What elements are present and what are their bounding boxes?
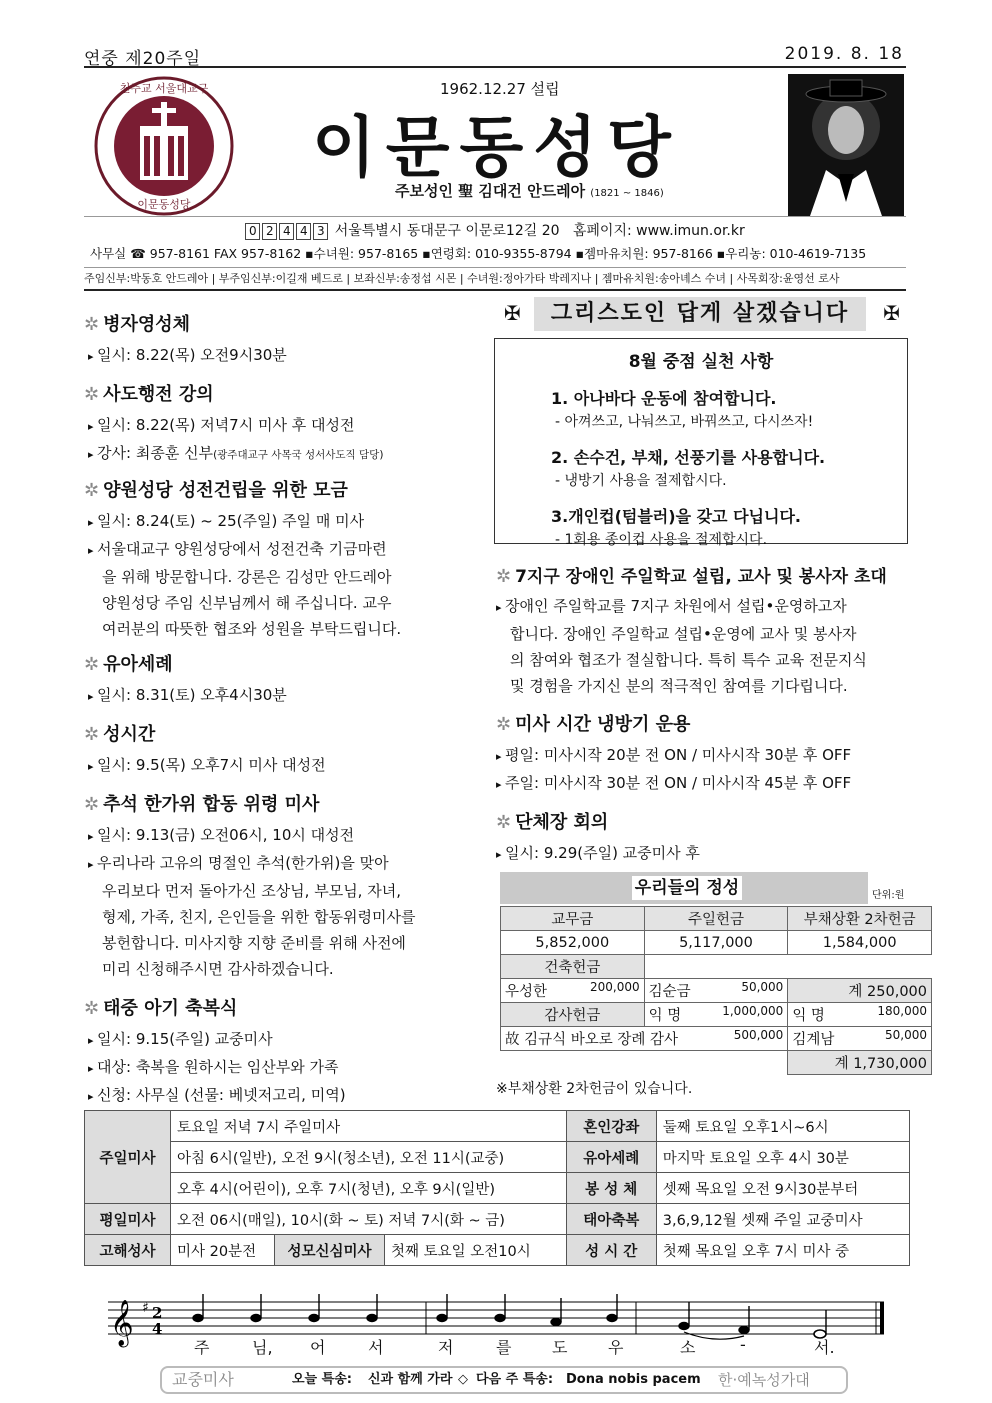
notice-line: ▸ 신청: 사무실 (선물: 베넷저고리, 미역) bbox=[84, 1082, 504, 1110]
table-cell: 5,117,000 bbox=[644, 931, 788, 955]
table-cell: 첫째 토요일 오전10시 bbox=[385, 1235, 567, 1266]
address-line bbox=[84, 220, 906, 240]
choir-name: 한·예녹성가대 bbox=[718, 1371, 810, 1389]
address-block bbox=[84, 216, 906, 266]
table-cell: 아침 6시(일반), 오전 9시(청소년), 오전 11시(교중) bbox=[171, 1142, 567, 1173]
svg-text:♯: ♯ bbox=[142, 1300, 149, 1316]
lyric-syllable: 도 bbox=[552, 1338, 568, 1357]
street-address: 서울특별시 동대문구 이문로12길 20 bbox=[334, 223, 560, 239]
cross-icon: ✠ bbox=[504, 301, 521, 325]
table-cell: 1,584,000 bbox=[788, 931, 932, 955]
notice-holy-hour bbox=[84, 720, 504, 780]
table-cell: 익 명 180,000 bbox=[788, 1003, 932, 1027]
baptism-label: 유아세례 bbox=[566, 1142, 656, 1173]
table-cell: 미사 20분전 bbox=[171, 1235, 275, 1266]
lyric-syllable: 서. bbox=[814, 1338, 835, 1357]
bullet-star-icon: ✲ bbox=[84, 384, 100, 405]
sunday-mass-label: 주일미사 bbox=[85, 1111, 171, 1204]
bullet-star-icon: ✲ bbox=[84, 998, 100, 1019]
table-cell: 첫째 목요일 오후 7시 미사 중 bbox=[656, 1235, 909, 1266]
time-sig-bottom: 4 bbox=[152, 1320, 163, 1338]
bullet-star-icon: ✲ bbox=[84, 724, 100, 745]
table-header: 감사헌금 bbox=[501, 1003, 645, 1027]
notice-aircon-operation bbox=[496, 710, 908, 798]
notice-sick-communion bbox=[84, 310, 504, 370]
offering-header bbox=[500, 872, 912, 904]
communion-label: 봉 성 체 bbox=[566, 1173, 656, 1204]
table-header: 건축헌금 bbox=[501, 955, 645, 979]
notice-title: ✲ 7지구 장애인 주일학교 설립, 교사 및 봉사자 초대 bbox=[496, 566, 887, 587]
lyric-syllable: - bbox=[740, 1335, 746, 1354]
notice-title: ✲ 병자영성체 bbox=[84, 314, 191, 335]
table-cell: 故 김규식 바오로 장례 감사 500,000 bbox=[501, 1027, 788, 1051]
svg-text:천주교 서울대교구: 천주교 서울대교구 bbox=[119, 82, 209, 95]
notice-line: ▸ 우리나라 고유의 명절인 추석(한가위)을 맞아 bbox=[84, 850, 504, 878]
notice-title: ✲ 사도행전 강의 bbox=[84, 384, 214, 405]
notice-infant-baptism bbox=[84, 650, 504, 710]
page-title: 이문동성당 bbox=[312, 109, 681, 186]
marian-mass-label: 성모신심미사 bbox=[275, 1235, 385, 1266]
notice-title: ✲ 태중 아기 축복식 bbox=[84, 998, 238, 1019]
special-songs-footer bbox=[160, 1366, 848, 1394]
notice-title: ✲ 성시간 bbox=[84, 724, 156, 745]
notice-line: 합니다. 장애인 주일학교 설립•운영에 교사 및 봉사자 bbox=[510, 625, 857, 643]
notice-line: ▸ 일시: 9.13(금) 오전06시, 10시 대성전 bbox=[84, 822, 504, 850]
notice-title: ✲ 미사 시간 냉방기 운용 bbox=[496, 714, 691, 735]
focus-subitem: - 아껴쓰고, 나눠쓰고, 바꿔쓰고, 다시쓰자! bbox=[555, 414, 814, 430]
table-cell: 둘째 토요일 오후1시~6시 bbox=[656, 1111, 909, 1142]
notice-line: 의 참여와 협조가 절실합니다. 특히 특수 교육 전문지식 bbox=[510, 651, 867, 669]
monthly-focus-box bbox=[494, 338, 908, 548]
notice-line: ▸ 일시: 8.31(토) 오후4시30분 bbox=[84, 682, 504, 710]
next-song: Dona nobis pacem bbox=[566, 1372, 701, 1387]
lyric-syllable: 를 bbox=[496, 1338, 512, 1357]
today-song: 신과 함께 가라 bbox=[368, 1372, 453, 1387]
notice-unborn-blessing bbox=[84, 994, 504, 1110]
motto-banner bbox=[496, 297, 908, 333]
zip-code bbox=[245, 223, 334, 239]
offering-table bbox=[500, 906, 932, 1075]
table-cell: 오전 06시(매일), 10시(화 ~ 토) 저녁 7시(화 ~ 금) bbox=[171, 1204, 567, 1235]
parish-seal-logo bbox=[94, 76, 234, 216]
lyric-syllable: 님, bbox=[252, 1338, 273, 1357]
bullet-star-icon: ✲ bbox=[84, 654, 100, 675]
today-song-label: 오늘 특송: bbox=[292, 1372, 352, 1387]
svg-text:이문동성당: 이문동성당 bbox=[137, 198, 191, 211]
separator-diamond-icon: ◇ bbox=[458, 1372, 468, 1387]
zip-digit: 4 bbox=[296, 223, 311, 240]
notice-line: ▸ 일시: 8.24(토) ~ 25(주일) 주일 매 미사 bbox=[84, 508, 504, 536]
zip-digit: 4 bbox=[279, 223, 294, 240]
notice-line: 을 위해 방문합니다. 강론은 김성만 안드레아 bbox=[102, 568, 392, 586]
notice-chuseok-mass bbox=[84, 790, 504, 982]
issue-date: 2019. 8. 18 bbox=[784, 44, 904, 64]
notice-line: ▸ 일시: 8.22(목) 저녁7시 미사 후 대성전 bbox=[84, 412, 504, 440]
lyric-syllable: 주 bbox=[194, 1338, 210, 1357]
offering-note: ※부채상환 2차헌금이 있습니다. bbox=[496, 1081, 693, 1097]
lyric-syllable: 서 bbox=[368, 1338, 384, 1357]
notice-line: ▸ 대상: 축복을 원하시는 임산부와 가족 bbox=[84, 1054, 504, 1082]
weekday-mass-label: 평일미사 bbox=[85, 1204, 171, 1235]
notice-title: ✲ 추석 한가위 합동 위령 미사 bbox=[84, 794, 320, 815]
phone-list: 사무실 ☎ 957-8161 FAX 957-8162 ▪수녀원: 957-8165 ▪연령회: 010-9355-8794 ▪젬마유치원: 957-8166 ▪우리농: 010-4619-7135 bbox=[90, 246, 867, 261]
next-song-label: 다음 주 특송: bbox=[476, 1372, 554, 1387]
table-cell: 토요일 저녁 7시 주일미사 bbox=[171, 1111, 567, 1142]
lyric-syllable: 어 bbox=[310, 1338, 326, 1357]
notice-line: ▸ 서울대교구 양원성당에서 성전건축 기금마련 bbox=[84, 536, 504, 564]
homepage-link[interactable]: 홈페이지: www.imun.or.kr bbox=[572, 223, 745, 239]
notice-line: 양원성당 주임 신부님께서 해 주십니다. 교우 bbox=[102, 594, 392, 612]
bullet-star-icon: ✲ bbox=[496, 812, 512, 833]
confession-label: 고해성사 bbox=[85, 1235, 171, 1266]
table-header: 부채상환 2차헌금 bbox=[788, 907, 932, 931]
notice-line: ▸ 강사: 최종훈 신부(광주대교구 사목국 성서사도직 담당) bbox=[84, 440, 504, 468]
high-mass-label: 교중미사 bbox=[172, 1370, 234, 1389]
table-cell: 김순금 50,000 bbox=[644, 979, 788, 1003]
table-cell: 우성한 200,000 bbox=[501, 979, 645, 1003]
focus-subitem: - 1회용 종이컵 사용을 절제합시다. bbox=[555, 532, 768, 548]
table-cell: 5,852,000 bbox=[501, 931, 645, 955]
cross-icon: ✠ bbox=[883, 301, 900, 325]
notice-line: ▸ 일시: 9.5(목) 오후7시 미사 대성전 bbox=[84, 752, 504, 780]
bullet-star-icon: ✲ bbox=[496, 714, 512, 735]
patron-years: (1821 ~ 1846) bbox=[590, 188, 664, 199]
time-sig-top: 2 bbox=[152, 1304, 163, 1322]
notice-line: ▸ 주일: 미사시작 30분 전 ON / 미사시작 45분 후 OFF bbox=[496, 770, 908, 798]
mass-schedule-table bbox=[84, 1110, 910, 1266]
table-header: 주일헌금 bbox=[644, 907, 788, 931]
staff-list: 주임신부:박동호 안드레아 | 부주임신부:이길재 베드로 | 보좌신부:송정섭 시몬 | 수녀원:정아가타 박레지나 | 젬마유치원:송아녜스 수녀 | 사목회장:윤영선 로사 bbox=[84, 267, 906, 291]
notice-title: ✲ 단체장 회의 bbox=[496, 812, 609, 833]
table-cell: 오후 4시(어린이), 오후 7시(청년), 오후 9시(일반) bbox=[171, 1173, 567, 1204]
bullet-star-icon: ✲ bbox=[84, 480, 100, 501]
focus-item: 2. 손수건, 부채, 선풍기를 사용합니다. bbox=[551, 448, 826, 467]
header-top-bar bbox=[84, 44, 906, 68]
bullet-star-icon: ✲ bbox=[496, 566, 512, 587]
liturgical-week: 연중 제20주일 bbox=[84, 49, 202, 69]
zip-digit: 3 bbox=[313, 223, 328, 240]
offering-unit: 단위:원 bbox=[872, 890, 905, 901]
motto-text: 그리스도인 답게 살겠습니다 bbox=[534, 297, 866, 331]
notice-acts-lecture bbox=[84, 380, 504, 468]
notice-disability-school bbox=[496, 562, 908, 699]
blessing-label: 태아축복 bbox=[566, 1204, 656, 1235]
focus-item: 3.개인컵(텀블러)을 갖고 다닙니다. bbox=[551, 507, 801, 526]
patron-saint bbox=[395, 180, 664, 201]
table-header: 교무금 bbox=[501, 907, 645, 931]
zip-digit: 2 bbox=[262, 223, 277, 240]
lyric-syllable: 우 bbox=[608, 1338, 624, 1357]
patron-name: 주보성인 聖 김대건 안드레아 bbox=[395, 182, 586, 200]
notice-line: 및 경험을 가지신 분의 적극적인 참여를 기다립니다. bbox=[510, 677, 848, 695]
lyric-syllable: 소 bbox=[680, 1338, 696, 1357]
notice-title: ✲ 양원성당 성전건립을 위한 모금 bbox=[84, 480, 348, 501]
lyric-syllable: 저 bbox=[438, 1338, 454, 1357]
founded-date: 1962.12.27 설립 bbox=[440, 80, 560, 98]
focus-subitem: - 냉방기 사용을 절제합시다. bbox=[555, 473, 727, 489]
notice-line: 봉헌합니다. 미사지향 지향 준비를 위해 사전에 bbox=[102, 934, 406, 952]
table-cell: 마지막 토요일 오후 4시 30분 bbox=[656, 1142, 909, 1173]
offering-title: 우리들의 정성 bbox=[632, 876, 742, 900]
notice-line: ▸ 장애인 주일학교를 7지구 차원에서 설립•운영하고자 bbox=[496, 593, 908, 621]
notice-line: ▸ 일시: 9.29(주일) 교중미사 후 bbox=[496, 840, 908, 868]
notice-line: 우리보다 먼저 돌아가신 조상님, 부모님, 자녀, bbox=[102, 882, 401, 900]
notice-line: ▸ 평일: 미사시작 20분 전 ON / 미사시작 30분 후 OFF bbox=[496, 742, 908, 770]
holy-hour-label: 성 시 간 bbox=[566, 1235, 656, 1266]
table-total: 계 1,730,000 bbox=[788, 1051, 932, 1075]
svg-text:𝄞: 𝄞 bbox=[110, 1300, 134, 1346]
notice-line: 여러분의 따뜻한 협조와 성원을 부탁드립니다. bbox=[102, 620, 402, 638]
wedding-label: 혼인강좌 bbox=[566, 1111, 656, 1142]
bullet-star-icon: ✲ bbox=[84, 314, 100, 335]
notice-line: 형제, 가족, 친지, 은인들을 위한 합동위령미사를 bbox=[102, 908, 416, 926]
zip-digit: 0 bbox=[245, 223, 260, 240]
table-cell: 익 명 1,000,000 bbox=[644, 1003, 788, 1027]
notice-leaders-meeting bbox=[496, 808, 908, 868]
table-total: 계 250,000 bbox=[788, 979, 932, 1003]
notice-line: ▸ 일시: 9.15(주일) 교중미사 bbox=[84, 1026, 504, 1054]
patron-portrait bbox=[788, 74, 904, 216]
focus-item: 1. 아나바다 운동에 참여합니다. bbox=[551, 389, 777, 408]
notice-line: ▸ 일시: 8.22(목) 오전9시30분 bbox=[84, 342, 504, 370]
notice-line: 미리 신청해주시면 감사하겠습니다. bbox=[102, 960, 334, 978]
table-cell: 셋째 목요일 오전 9시30분부터 bbox=[656, 1173, 909, 1204]
table-cell: 3,6,9,12월 셋째 주일 교중미사 bbox=[656, 1204, 909, 1235]
bullet-star-icon: ✲ bbox=[84, 794, 100, 815]
notice-yangwon-fundraising bbox=[84, 476, 504, 642]
table-cell: 김계남 50,000 bbox=[788, 1027, 932, 1051]
notice-title: ✲ 유아세례 bbox=[84, 654, 173, 675]
focus-title: 8월 중점 실천 사항 bbox=[628, 352, 774, 372]
